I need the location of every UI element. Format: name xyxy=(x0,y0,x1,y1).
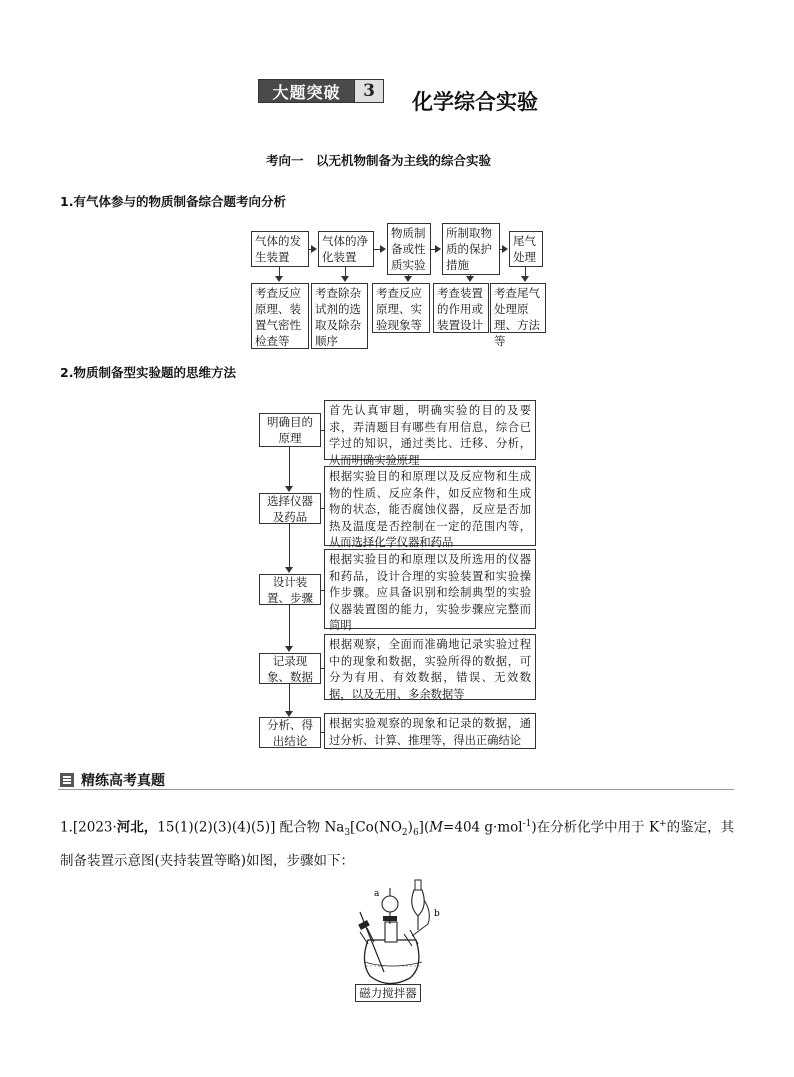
figure-caption: 磁力搅拌器 xyxy=(355,984,421,1002)
step5-label: 分析、得出结论 xyxy=(259,717,321,748)
page-title: 化学综合实验 xyxy=(412,90,538,114)
step1-text: 首先认真审题，明确实验的目的及要求，弄清题目有哪些有用信息，综合已学过的知识，通过类比、迁移、分析，从而明确实验原理 xyxy=(324,400,536,460)
step5-text: 根据实验观察的现象和记录的数据，通过分析、计算、推理等，得出正确结论 xyxy=(324,713,536,749)
question-text xyxy=(60,810,740,875)
practice-heading-label: 精练高考真题 xyxy=(81,773,165,789)
question-line-1: 1.[2023·河北，15(1)(2)(3)(4)(5)] 配合物 $Na_3[Co(NO_2)_6](M=404$ g·mol$^{-1}$)在分析化学中用于 K+的鉴定，其 xyxy=(60,819,735,839)
divider xyxy=(58,789,734,790)
badge-number: 3 xyxy=(354,80,383,102)
step2-text: 根据实验目的和原理以及反应物和生成物的性质、反应条件，如反应物和生成物的状态，能否腐蚀仪器，反应是否加热及温度是否控制在一定的范围内等，从而选择化学仪器和药品 xyxy=(324,466,536,546)
apparatus-figure xyxy=(340,872,450,988)
flow-bottom-box-5: 考查尾气处理原理、方法等 xyxy=(490,283,546,333)
flow-top-box-4: 所制取物质的保护措施 xyxy=(442,223,500,275)
section1-heading: 1.有气体参与的物质制备综合题考向分析 xyxy=(60,194,286,209)
step4-text: 根据观察，全面而准确地记录实验过程中的现象和数据，实验所得的数据，可分为有用、有效数据，错误、无效数据，以及无用、多余数据等 xyxy=(324,634,536,700)
step1-label: 明确目的原理 xyxy=(259,413,321,447)
flow-bottom-box-1: 考查反应原理、装置气密性检查等 xyxy=(251,283,309,349)
thermometer xyxy=(360,912,384,972)
flow-top-box-2: 气体的净化装置 xyxy=(318,231,374,267)
flow-top-box-3: 物质制备或性质实验 xyxy=(387,223,431,275)
flow-top-box-5: 尾气处理 xyxy=(509,231,543,267)
liquid-level xyxy=(364,962,422,966)
funnel-a xyxy=(382,896,398,912)
badge-label: 大题突破 xyxy=(259,80,354,102)
label-b: b xyxy=(434,909,440,919)
question-line-2: 制备装置示意图(夹持装置等略)如图，步骤如下： xyxy=(60,853,355,870)
topic-badge xyxy=(258,79,384,103)
flow-top-box-1: 气体的发生装置 xyxy=(251,231,309,267)
step3-label: 设计装置、步骤 xyxy=(259,574,321,605)
section-subtitle: 考向一 以无机物制备为主线的综合实验 xyxy=(266,153,492,168)
three-neck-flask xyxy=(364,940,418,984)
step2-label: 选择仪器及药品 xyxy=(259,493,321,524)
step3-text: 根据实验目的和原理以及所选用的仪器和药品，设计合理的实验装置和实验操作步骤。应具备识别和绘制典型的实验仪器装置图的能力，实验步骤应完整而简明 xyxy=(324,549,536,629)
flow-bottom-box-3: 考查反应原理、实验现象等 xyxy=(372,283,430,333)
practice-heading xyxy=(60,770,165,790)
step4-label: 记录现象、数据 xyxy=(259,653,321,684)
funnel-b xyxy=(412,890,425,916)
flow-bottom-box-2: 考查除杂试剂的选取及除杂顺序 xyxy=(311,283,368,349)
flow-bottom-box-4: 考查装置的作用或装置设计 xyxy=(433,283,489,333)
document-icon xyxy=(60,773,74,787)
section2-heading: 2.物质制备型实验题的思维方法 xyxy=(60,365,236,380)
label-a: a xyxy=(374,889,380,899)
